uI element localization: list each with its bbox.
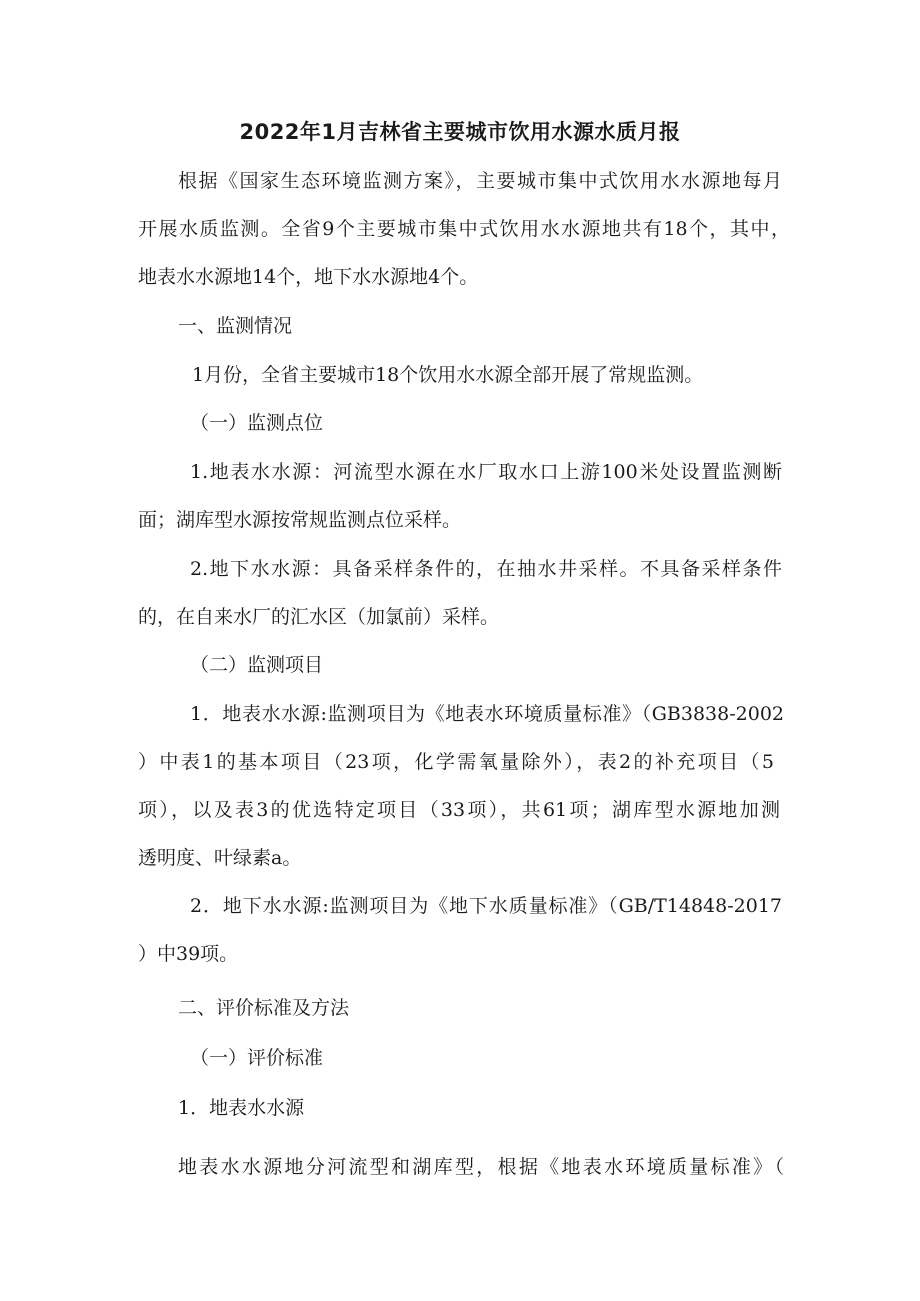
paragraph-line: 2．地下水水源:监测项目为《地下水质量标准》（GB/T14848-2017 xyxy=(190,895,782,917)
section-heading: 二、评价标准及方法 xyxy=(178,997,350,1019)
paragraph-line: 1．地表水水源:监测项目为《地表水环境质量标准》（GB3838-2002 xyxy=(190,703,784,725)
paragraph-line: 1.地表水水源：河流型水源在水厂取水口上游100米处设置监测断 xyxy=(190,461,782,483)
paragraph-line: 项），以及表3的优选特定项目（33项），共61项；湖库型水源地加测 xyxy=(138,799,780,821)
document-title: 2022年1月吉林省主要城市饮用水源水质月报 xyxy=(239,120,681,144)
paragraph-line: 面；湖库型水源按常规监测点位采样。 xyxy=(138,509,462,531)
paragraph-line: 1月份，全省主要城市18个饮用水水源全部开展了常规监测。 xyxy=(192,364,704,386)
subsection-heading: （一）评价标准 xyxy=(190,1047,324,1069)
paragraph-line: 开展水质监测。全省9个主要城市集中式饮用水水源地共有18个，其中， xyxy=(138,218,790,240)
paragraph-line: 地表水水源地14个，地下水水源地4个。 xyxy=(138,266,479,288)
paragraph-line: ）中表1的基本项目（23项，化学需氧量除外），表2的补充项目（5 xyxy=(138,751,774,773)
section-heading: 一、监测情况 xyxy=(178,315,293,337)
paragraph-line: 透明度、叶绿素a。 xyxy=(138,847,302,869)
paragraph-line: 的，在自来水厂的汇水区（加氯前）采样。 xyxy=(138,606,500,628)
subsection-heading: 1．地表水水源 xyxy=(178,1097,305,1119)
paragraph-line: 地表水水源地分河流型和湖库型，根据《地表水环境质量标准》（ xyxy=(178,1156,784,1178)
paragraph-line: 2.地下水水源：具备采样条件的，在抽水井采样。不具备采样条件 xyxy=(190,558,782,580)
subsection-heading: （一）监测点位 xyxy=(190,412,324,434)
paragraph-line: 根据《国家生态环境监测方案》，主要城市集中式饮用水水源地每月 xyxy=(178,170,782,192)
paragraph-line: ）中39项。 xyxy=(138,943,239,965)
subsection-heading: （二）监测项目 xyxy=(190,654,324,676)
